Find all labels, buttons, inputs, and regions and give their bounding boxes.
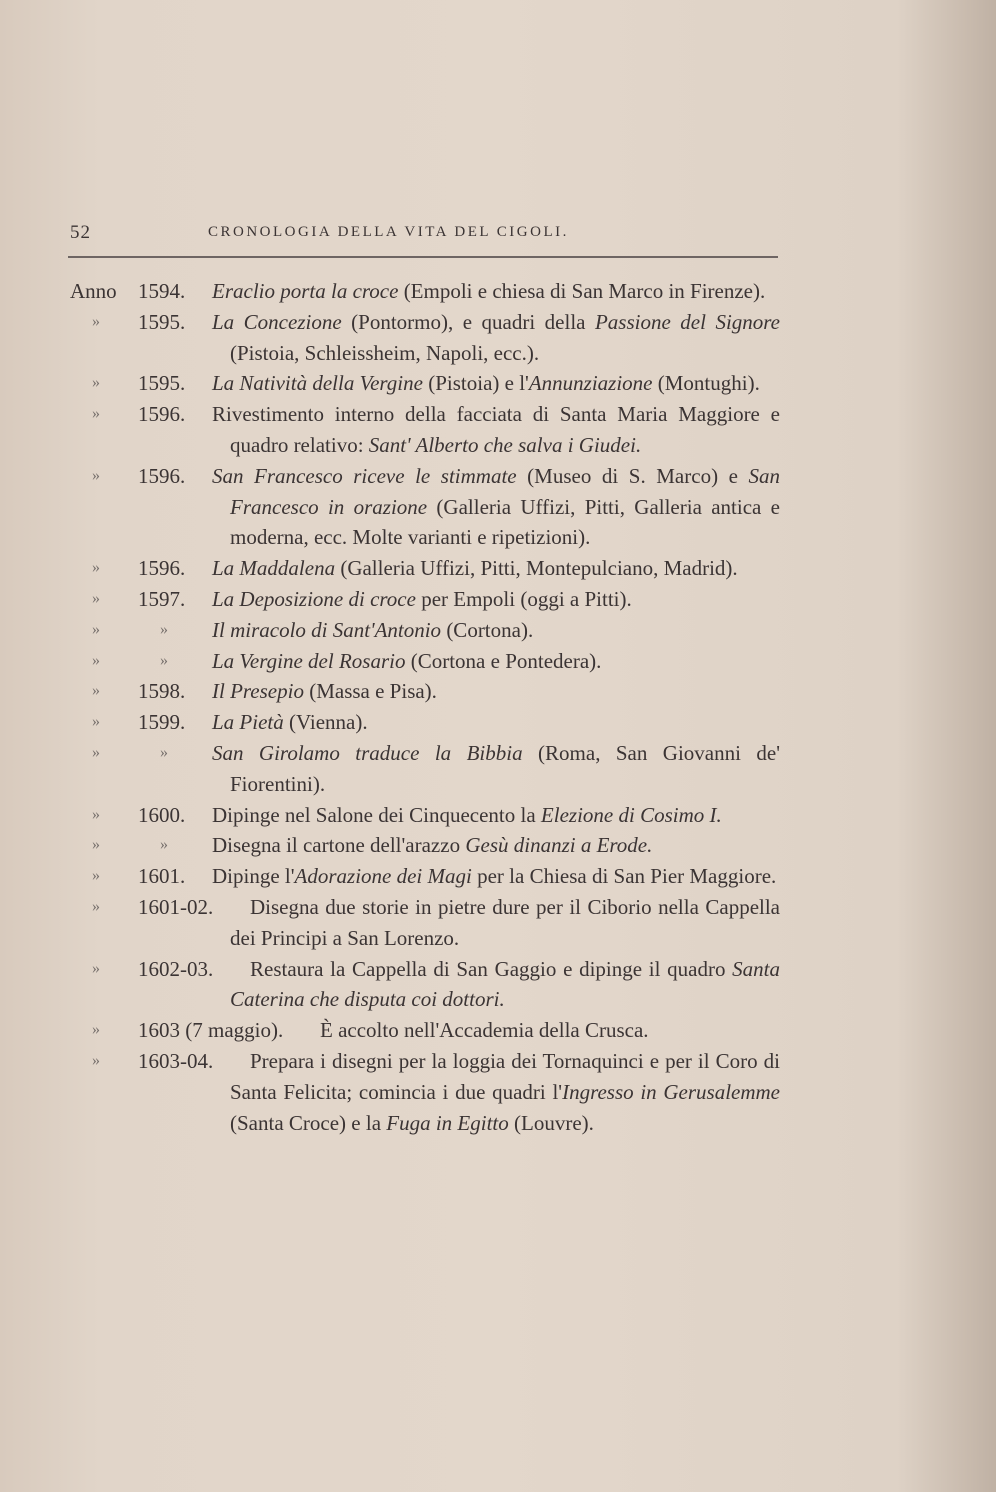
entry-prefix: » [92,743,100,761]
chronology-list [70,276,780,1138]
entry-year: » [160,836,168,854]
chronology-entry [70,615,780,646]
artwork-title: La Deposizione di croce [212,586,416,611]
entry-text [212,707,780,738]
entry-text [230,1015,780,1046]
entry-detail: (Pistoia, Schleissheim, Napoli, ecc.). [230,340,540,365]
artwork-title: Eraclio porta la croce [212,279,399,303]
entry-detail: (Roma, San Giovanni de' Fiorentini). [230,740,781,796]
chronology-entry [70,738,780,800]
entry-detail: (Pontormo), e quadri della [341,309,595,334]
entry-prefix: » [92,805,100,823]
entry-detail: (Louvre). [508,1110,594,1135]
entry-description: È accolto nell'Accademia della Crusca. [320,1018,649,1043]
entry-year: » [160,620,168,638]
entry-prefix: Anno [70,279,117,303]
entry-detail: (Massa e Pisa). [303,679,437,704]
entry-text [212,399,780,461]
entry-prefix: » [92,405,100,423]
artwork-title: Adorazione dei Magi [294,864,472,889]
entry-description: Dipinge l' [212,864,295,889]
artwork-title: Annunziazione [528,371,653,396]
entry-text [212,553,780,584]
entry-text [212,368,780,399]
chronology-entry [70,276,780,307]
entry-prefix: » [92,713,100,731]
entry-prefix: » [92,1021,100,1039]
entry-year: 1596. [138,556,186,581]
entry-year: 1598. [138,679,186,704]
artwork-title: La Maddalena [212,556,336,581]
artwork-title: Elezione di Cosimo I. [540,802,722,827]
chronology-entry [70,954,780,1016]
entry-prefix: » [92,867,100,885]
entry-year: 1595. [138,309,186,334]
chronology-entry [70,800,780,831]
entry-prefix: » [92,651,100,669]
entry-prefix: » [92,620,100,638]
chronology-entry [70,399,780,461]
chronology-entry [70,1015,780,1046]
entry-description: Prepara i disegni per la loggia dei Tornaquinci e per il Coro di Santa Felicita; comincia i due quadri l' [230,1048,780,1104]
chronology-entry [70,892,780,954]
chronology-entry [70,707,780,738]
entry-prefix: » [92,374,100,392]
entry-prefix: » [92,959,100,977]
chronology-entry [70,1046,780,1138]
entry-text [212,461,780,553]
entry-text [212,861,780,892]
entry-year: 1603 (7 maggio). [138,1018,284,1043]
entry-description: Dipinge nel Salone dei Cinquecento la [212,802,541,827]
entry-text [212,307,781,369]
artwork-title: Gesù dinanzi a Erode. [465,833,653,858]
entry-prefix: » [92,312,100,330]
entry-text [230,954,780,1016]
chronology-entry [70,584,780,615]
entry-text [212,584,780,615]
artwork-title: La Natività della Vergine [212,371,423,396]
entry-detail: (Galleria Uffizi, Pitti, Montepulciano, Madrid). [335,556,738,581]
entry-prefix: » [92,897,100,915]
entry-prefix: » [92,466,100,484]
entry-year: » [160,743,168,761]
entry-detail: (Galleria Uffizi, Pitti, Galleria antica e moderna, ecc. Molte varianti e ripetizioni). [230,494,780,550]
entry-text [212,738,781,800]
artwork-title: La Vergine del Rosario [212,648,406,673]
chronology-entry [70,676,780,707]
entry-detail: (Montughi). [652,371,760,396]
entry-description: Disegna il cartone dell'arazzo [212,833,466,858]
chronology-entry [70,307,780,369]
entry-description: Disegna due storie in pietre dure per il Ciborio nella Cappella dei Principi a San Lorenzo. [230,894,780,950]
entry-year: 1596. [138,402,186,427]
artwork-title: Il miracolo di Sant'Antonio [212,617,442,642]
entry-year: » [160,651,168,669]
entry-year: 1596. [138,463,186,488]
entry-text [212,615,780,646]
entry-year: 1601-02. [138,894,214,919]
entry-year: 1595. [138,371,186,396]
entry-prefix: » [92,836,100,854]
entry-year: 1600. [138,802,186,827]
entry-detail: (Pistoia) e l' [422,371,529,396]
entry-detail: (Empoli e chiesa di San Marco in Firenze). [398,279,766,303]
entry-text [212,646,780,677]
entry-year: 1597. [138,586,186,611]
entry-prefix: » [92,1051,100,1069]
chronology-entry [70,861,780,892]
chronology-entry [70,646,780,677]
page-header [70,220,776,256]
entry-text [212,800,780,831]
entry-detail: (Cortona e Pontedera). [405,648,602,673]
entry-detail: per la Chiesa di San Pier Maggiore. [471,864,777,889]
entry-prefix: » [92,559,100,577]
chronology-entry [70,461,780,553]
entry-year: 1601. [138,864,186,889]
artwork-title: La Concezione [212,309,342,334]
entry-text [212,830,780,861]
artwork-title: San Francesco riceve le stimmate [212,463,517,488]
artwork-title: Santa Caterina che disputa coi dottori. [230,956,780,1012]
artwork-title: Fuga in Egitto [386,1110,509,1135]
artwork-title: La Pietà [212,710,284,735]
entry-text [212,676,780,707]
chronology-entry [70,553,780,584]
entry-text [230,892,780,954]
chronology-entry [70,368,780,399]
artwork-title: Ingresso in Gerusalemme [562,1079,781,1104]
entry-detail: per Empoli (oggi a Pitti). [415,586,632,611]
entry-detail: (Santa Croce) e la [230,1110,387,1135]
artwork-title: Sant' Alberto che salva i Giudei. [368,432,642,457]
entry-text [230,1046,780,1138]
header-rule [68,256,778,258]
artwork-title: Passione del Signore [594,309,781,334]
entry-detail: (Cortona). [441,617,534,642]
entry-prefix: » [92,589,100,607]
entry-detail: (Museo di S. Marco) e [516,463,749,488]
artwork-title: Il Presepio [212,679,304,704]
entry-description: Rivestimento interno della facciata di Santa Maria Maggiore e quadro relativo: [212,402,780,457]
entry-text [212,276,780,307]
entry-year: 1603-04. [138,1048,214,1073]
entry-year: 1602-03. [138,956,214,981]
entry-year: 1594. [138,279,186,303]
artwork-title: San Francesco in orazione [230,463,780,519]
page-number: 52 [70,222,91,243]
running-title: CRONOLOGIA DELLA VITA DEL CIGOLI. [208,224,569,240]
chronology-entry [70,830,780,861]
entry-prefix: » [92,682,100,700]
entry-detail: (Vienna). [283,710,368,735]
artwork-title: San Girolamo traduce la Bibbia [212,740,523,765]
entry-year: 1599. [138,710,186,735]
entry-description: Restaura la Cappella di San Gaggio e dipinge il quadro [250,956,733,981]
